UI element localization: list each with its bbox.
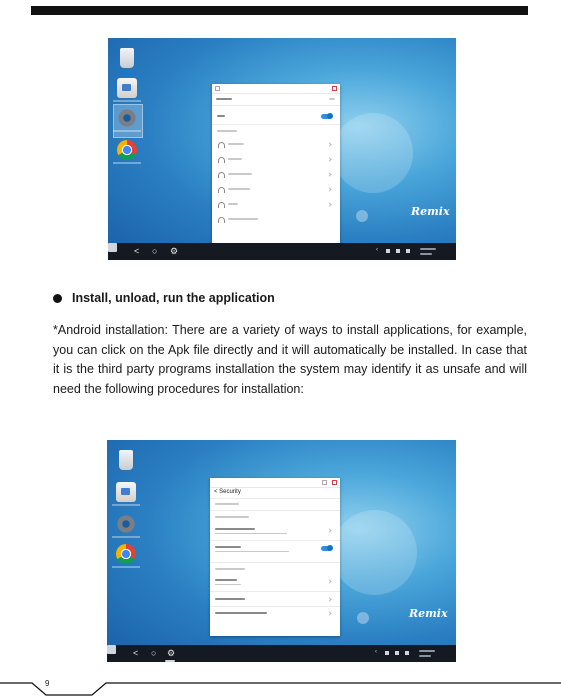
light-glow <box>332 510 417 595</box>
date <box>419 655 431 657</box>
light-glow <box>333 113 413 193</box>
settings-gear-icon[interactable] <box>117 108 137 128</box>
subheader <box>215 516 249 518</box>
home-icon[interactable]: ○ <box>151 648 157 658</box>
setting-item[interactable] <box>215 598 245 600</box>
network-name[interactable] <box>228 188 250 190</box>
subheader <box>215 568 245 570</box>
unknown-sources-label <box>215 546 241 548</box>
tray-network-icon[interactable] <box>386 249 390 253</box>
more-icon[interactable] <box>329 98 335 100</box>
file-manager-icon[interactable] <box>117 78 137 98</box>
network-name[interactable] <box>228 173 252 175</box>
wifi-settings-window <box>212 84 340 248</box>
section-heading <box>53 291 275 305</box>
setting-summary <box>215 533 287 534</box>
minimize-icon[interactable] <box>322 480 327 485</box>
footer-rule <box>0 676 561 699</box>
recycle-bin-icon[interactable] <box>120 48 134 68</box>
tray-volume-icon[interactable] <box>405 651 409 655</box>
tray-battery-icon[interactable] <box>395 651 399 655</box>
unknown-sources-summary <box>215 551 289 552</box>
setting-item[interactable] <box>215 528 255 530</box>
tray-volume-icon[interactable] <box>406 249 410 253</box>
light-dot <box>356 210 368 222</box>
start-button[interactable] <box>107 645 116 654</box>
settings-taskbar-icon[interactable]: ⚙ <box>167 648 176 658</box>
start-button[interactable] <box>108 243 117 252</box>
chevron-right-icon <box>327 528 331 532</box>
chevron-right-icon <box>327 611 331 615</box>
wifi-toggle[interactable] <box>321 114 332 119</box>
close-icon[interactable] <box>332 86 337 91</box>
network-name[interactable] <box>228 218 258 220</box>
wifi-signal-icon <box>218 172 225 178</box>
close-icon[interactable] <box>332 480 337 485</box>
window-titlebar <box>212 84 340 94</box>
bullet-icon <box>53 294 62 303</box>
page-number: 9 <box>45 679 50 688</box>
active-app-indicator <box>165 660 175 662</box>
setting-item[interactable] <box>215 612 267 614</box>
chevron-right-icon <box>327 597 331 601</box>
recycle-bin-icon[interactable] <box>119 450 133 470</box>
tray-network-icon[interactable] <box>385 651 389 655</box>
subheader <box>215 503 239 505</box>
window-menu-icon[interactable] <box>215 86 220 91</box>
back-icon[interactable]: < <box>133 648 139 658</box>
screenshot-security-settings <box>107 440 456 662</box>
date <box>420 253 432 255</box>
chevron-right-icon <box>327 172 331 176</box>
remix-logo: Remix <box>409 607 448 620</box>
installation-paragraph: *Android installation: There are a variety of ways to install applications, for example, you can click on the Apk file directly and it will automatically be installed. In case that it is the third party programs installation the system may identify it as unsafe and will need the following procedures for installation: <box>53 323 527 396</box>
wifi-label <box>217 115 225 117</box>
network-name[interactable] <box>228 143 244 145</box>
light-dot <box>357 612 369 624</box>
setting-summary <box>215 584 241 585</box>
section-heading-text: Install, unload, run the application <box>72 291 275 305</box>
network-name[interactable] <box>228 203 238 205</box>
back-icon[interactable]: < <box>134 246 140 256</box>
chevron-right-icon <box>327 157 331 161</box>
security-settings-window <box>210 478 340 636</box>
setting-item[interactable] <box>215 579 237 581</box>
file-manager-icon[interactable] <box>116 482 136 502</box>
chevron-right-icon <box>327 579 331 583</box>
network-name[interactable] <box>228 158 242 160</box>
settings-taskbar-icon[interactable]: ⚙ <box>170 246 179 256</box>
tray-battery-icon[interactable] <box>396 249 400 253</box>
taskbar <box>108 243 456 260</box>
clock[interactable] <box>420 248 436 250</box>
chrome-icon[interactable] <box>117 140 137 160</box>
chrome-icon[interactable] <box>116 544 136 564</box>
chevron-right-icon <box>327 202 331 206</box>
wifi-signal-icon <box>218 217 225 223</box>
window-title[interactable]: < Security <box>214 489 241 495</box>
clock[interactable] <box>419 650 435 652</box>
screenshot-wifi-settings <box>108 38 456 260</box>
header-bar <box>31 6 528 15</box>
wifi-signal-icon <box>218 157 225 163</box>
settings-gear-icon[interactable] <box>116 514 136 534</box>
unknown-sources-toggle[interactable] <box>321 546 332 551</box>
networks-subheader <box>217 130 237 132</box>
window-titlebar <box>210 478 340 488</box>
wifi-signal-icon <box>218 202 225 208</box>
remix-logo: Remix <box>411 205 450 218</box>
chevron-right-icon <box>327 187 331 191</box>
tray-arrow-icon[interactable]: ‹ <box>375 649 377 655</box>
wifi-signal-icon <box>218 187 225 193</box>
home-icon[interactable]: ○ <box>152 246 158 256</box>
window-title <box>216 98 232 100</box>
taskbar <box>107 645 456 662</box>
tray-arrow-icon[interactable]: ‹ <box>376 247 378 253</box>
wifi-signal-icon <box>218 142 225 148</box>
chevron-right-icon <box>327 142 331 146</box>
